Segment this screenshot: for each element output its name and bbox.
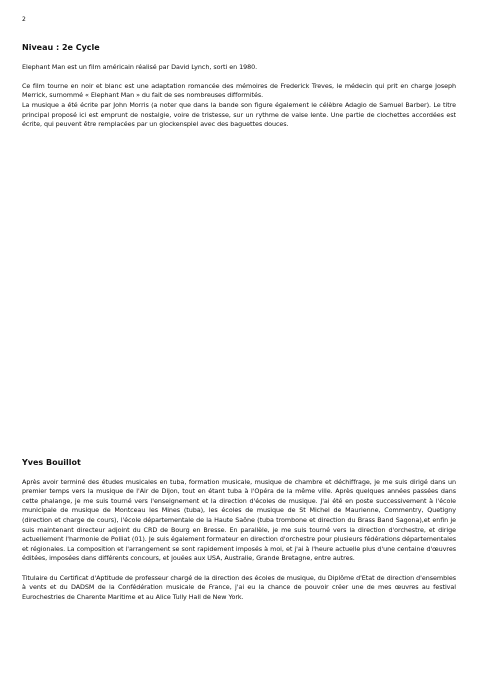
author-diplomas-text: Titulaire du Certificat d'Aptitude de professeur chargé de la direction des écoles de musique, du Diplôme d'Etat de direction d'ensembles à vents et du DADSM de la Confédération musicale de France, j'ai eu la chance de pouvoir créer une de mes œuvres au festival Eurochestries de Charente Maritime et au Alice Tully Hall de New York. [22, 573, 456, 601]
author-heading: Yves Bouillot [22, 458, 81, 467]
film-description-text: Ce film tourne en noir et blanc est une adaptation romancée des mémoires de Frederick Treves, le médecin qui prit en charge Joseph Merrick, surnommé « Elephant Man » du fait de ses nombreuses difformités. [22, 81, 456, 100]
music-description-text: La musique a été écrite par John Morris (a noter que dans la bande son figure également le célèbre Adagio de Samuel Barber). Le titre principal proposé ici est emprunt de nostalgie, voire de tristesse, sur un rythme de valse lente. Une partie de clochettes accordées est écrite, qui peuvent être remplacées par un glockenspiel avec des baguettes douces. [22, 100, 456, 129]
film-intro-text: Elephant Man est un film américain réalisé par David Lynch, sorti en 1980. [22, 62, 258, 71]
level-section [22, 43, 456, 130]
level-heading: Niveau : 2e Cycle [22, 43, 100, 52]
page-number: 2 [22, 16, 26, 23]
author-section [22, 458, 456, 602]
author-bio-text: Après avoir terminé des études musicales en tuba, formation musicale, musique de chambre et déchiffrage, je me suis dirigé dans un premier temps vers la musique de l'Air de Dijon, tout en étant tuba à l'Opéra de la même ville. Après quelques années passées dans cette phalange, je me suis tourné vers l'enseignement et la direction d'écoles de musique. J'ai été en poste successivement à l'école municipale de musique de Montceau les Mines (tuba), les écoles de musique de St Michel de Maurienne, Commentry, Quetigny (direction et charge de cours), l'école départementale de la Haute Saône (tuba trombone et direction du Brass Band Sagona),et enfin je suis maintenant directeur adjoint du CRD de Bourg en Bresse. En parallèle, je me suis tourné vers la direction d'orchestre, et dirige actuellement l'harmonie de Polliat (01). Je suis également formateur en direction d'orchestre pour plusieurs fédérations départementales et régionales. La composition et l'arrangement se sont rapidement imposés à moi, et j'ai à l'heure actuelle plus d'une centaine d'œuvres éditées, imposées dans différents concours, et jouées aux USA, Australie, Grande Bretagne, entre autres. [22, 477, 456, 563]
